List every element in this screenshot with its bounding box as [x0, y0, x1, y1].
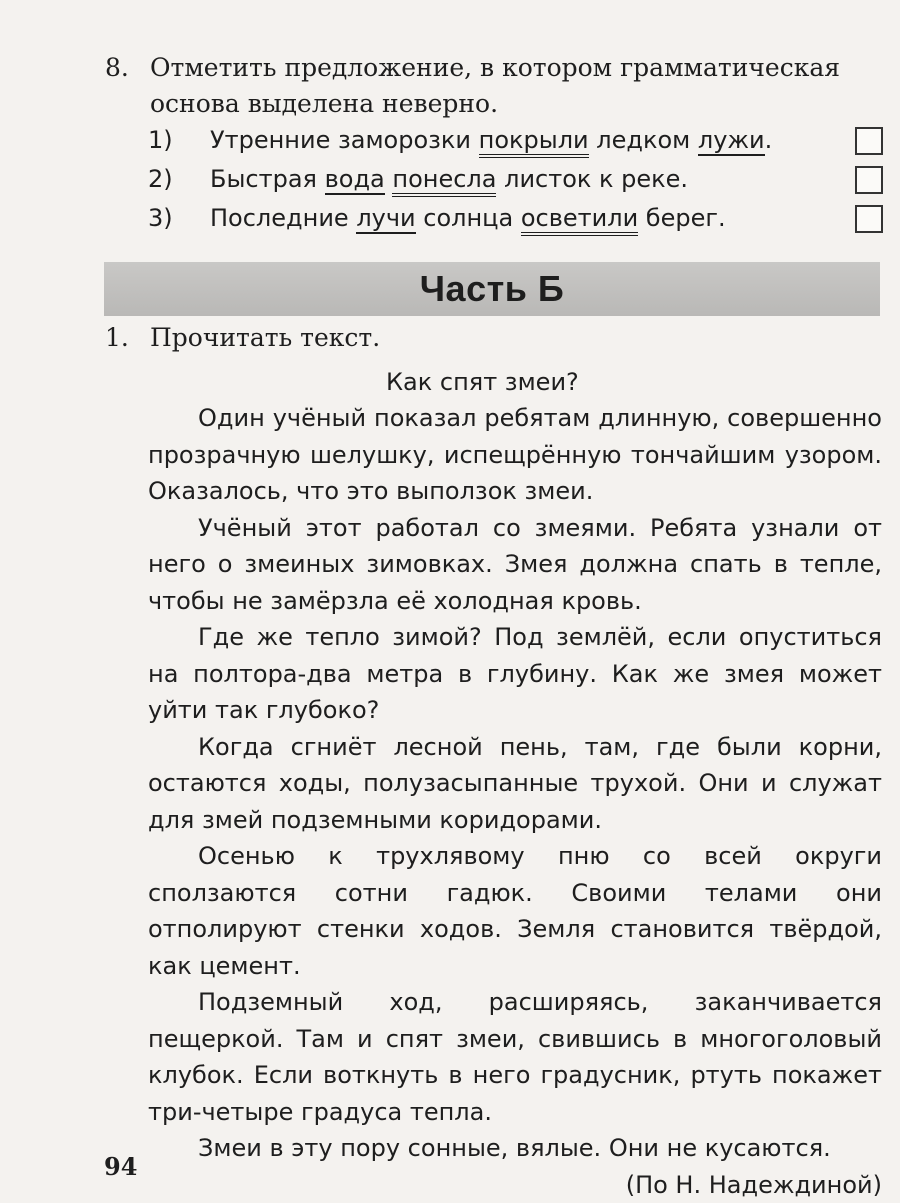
option-text	[210, 161, 688, 197]
option-text-part: .	[765, 126, 773, 154]
subject-underlined: вода	[325, 165, 385, 195]
question-8	[105, 50, 885, 122]
option-3	[148, 200, 883, 236]
page-number: 94	[104, 1152, 137, 1181]
predicate-underlined: понесла	[392, 165, 496, 197]
option-number: 3)	[148, 200, 173, 236]
subject-underlined: лужи	[698, 126, 765, 156]
question-text: Отметить предложение, в котором грамматическая основа выделена неверно.	[150, 50, 885, 122]
answer-checkbox-2[interactable]	[855, 166, 883, 194]
story-title: Как спят змеи?	[386, 364, 579, 400]
option-number: 1)	[148, 122, 173, 158]
option-number: 2)	[148, 161, 173, 197]
option-text-part: листок к реке.	[496, 165, 688, 193]
story-paragraph: Подземный ход, расширяясь, заканчивается пещеркой. Там и спят змеи, свившись в многоголовый клубок. Если воткнуть в него градусник, ртуть покажет три-четыре градуса тепла.	[148, 984, 882, 1130]
task-text: Прочитать текст.	[150, 323, 380, 352]
story-paragraph: Осенью к трухлявому пню со всей округи сползаются сотни гадюк. Своими телами они отполируют стенки ходов. Земля становится твёрдой, как цемент.	[148, 838, 882, 984]
story-paragraph: Один учёный показал ребятам длинную, совершенно прозрачную шелушку, испещрённую тончайшим узором. Оказалось, что это выползок змеи.	[148, 400, 882, 510]
option-text	[210, 200, 726, 236]
option-2	[148, 161, 883, 197]
story-paragraph: Учёный этот работал со змеями. Ребята узнали от него о змеиных зимовках. Змея должна спать в тепле, чтобы не замёрзла её холодная кровь.	[148, 510, 882, 620]
story-paragraph: Когда сгниёт лесной пень, там, где были корни, остаются ходы, полузасыпанные трухой. Они и служат для змей подземными коридорами.	[148, 729, 882, 839]
section-title: Часть Б	[104, 262, 880, 316]
option-text-part: Последние	[210, 204, 356, 232]
story-author: (По Н. Надеждиной)	[148, 1167, 882, 1203]
section-header-band	[104, 262, 880, 316]
story-paragraph: Змеи в эту пору сонные, вялые. Они не кусаются.	[148, 1130, 882, 1167]
question-number: 8.	[105, 50, 129, 86]
option-text	[210, 122, 772, 158]
option-text-part: берег.	[638, 204, 725, 232]
option-text-part: Быстрая	[210, 165, 325, 193]
answer-checkbox-3[interactable]	[855, 205, 883, 233]
task-number: 1.	[105, 318, 150, 358]
option-text-part: ледком	[589, 126, 698, 154]
predicate-underlined: покрыли	[479, 126, 589, 158]
answer-checkbox-1[interactable]	[855, 127, 883, 155]
task-1	[105, 318, 380, 358]
option-1	[148, 122, 883, 158]
story-paragraph: Где же тепло зимой? Под землёй, если опуститься на полтора-два метра в глубину. Как же змея может уйти так глубоко?	[148, 619, 882, 729]
option-text-part: солнца	[416, 204, 521, 232]
predicate-underlined: осветили	[521, 204, 638, 236]
story-text	[148, 400, 882, 1203]
option-text-part: Утренние заморозки	[210, 126, 479, 154]
subject-underlined: лучи	[356, 204, 415, 234]
